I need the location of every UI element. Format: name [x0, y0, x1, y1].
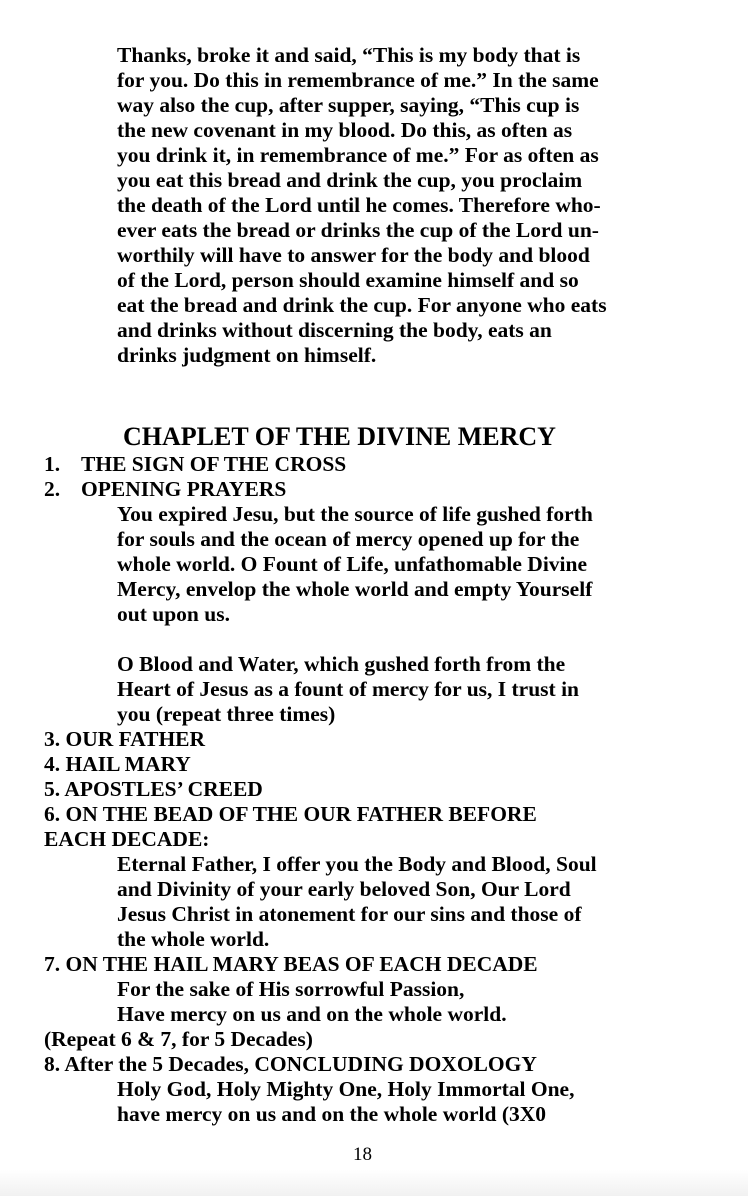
list-item-5: 5. APOSTLES’ CREED	[44, 777, 263, 801]
list-item-4: 4. HAIL MARY	[44, 752, 191, 776]
list-item-6: 6. ON THE BEAD OF THE OUR FATHER BEFORE	[44, 802, 537, 826]
section-title: CHAPLET OF THE DIVINE MERCY	[123, 422, 556, 451]
intro-line: and drinks without discerning the body, eats an	[117, 318, 552, 342]
intro-line: the death of the Lord until he comes. Therefore who-	[117, 193, 601, 217]
intro-line: the new covenant in my blood. Do this, as often as	[117, 118, 573, 142]
list-number: 1.	[44, 452, 61, 476]
intro-line: drinks judgment on himself.	[117, 343, 377, 367]
prayer-line: for souls and the ocean of mercy opened up for the	[117, 527, 580, 551]
prayer-line: Holy God, Holy Mighty One, Holy Immortal One,	[117, 1077, 575, 1101]
prayer-line: You expired Jesu, but the source of life gushed forth	[117, 502, 593, 526]
intro-line: Thanks, broke it and said, “This is my body that is	[117, 43, 581, 67]
list-item-2	[44, 477, 286, 502]
prayer-line: Eternal Father, I offer you the Body and Blood, Soul	[117, 852, 597, 876]
intro-line: eat the bread and drink the cup. For anyone who eats	[117, 293, 607, 317]
list-label: THE SIGN OF THE CROSS	[81, 452, 347, 476]
list-item-6-cont: EACH DECADE:	[44, 827, 210, 851]
prayer-line: you (repeat three times)	[117, 702, 336, 726]
prayer-line: Jesus Christ in atonement for our sins and those of	[117, 902, 582, 926]
intro-line: you drink it, in remembrance of me.” For as often as	[117, 143, 599, 167]
list-number: 2.	[44, 477, 61, 501]
prayer-line: out upon us.	[117, 602, 230, 626]
prayer-line: the whole world.	[117, 927, 270, 951]
list-item-3: 3. OUR FATHER	[44, 727, 206, 751]
prayer-line: Have mercy on us and on the whole world.	[117, 1002, 507, 1026]
intro-line: worthily will have to answer for the body and blood	[117, 243, 590, 267]
list-item-1	[44, 452, 346, 477]
intro-line: of the Lord, person should examine himself and so	[117, 268, 579, 292]
list-label: OPENING PRAYERS	[81, 477, 287, 501]
list-item-8: 8. After the 5 Decades, CONCLUDING DOXOLOGY	[44, 1052, 537, 1076]
intro-line: way also the cup, after supper, saying, “This cup is	[117, 93, 580, 117]
prayer-line: O Blood and Water, which gushed forth from the	[117, 652, 566, 676]
intro-line: for you. Do this in remembrance of me.” In the same	[117, 68, 599, 92]
list-item-7: 7. ON THE HAIL MARY BEAS OF EACH DECADE	[44, 952, 538, 976]
prayer-line: For the sake of His sorrowful Passion,	[117, 977, 465, 1001]
repeat-note: (Repeat 6 & 7, for 5 Decades)	[44, 1027, 313, 1051]
page-number: 18	[353, 1144, 372, 1165]
prayer-line: and Divinity of your early beloved Son, Our Lord	[117, 877, 571, 901]
prayer-line: Heart of Jesus as a fount of mercy for us, I trust in	[117, 677, 580, 701]
intro-line: ever eats the bread or drinks the cup of the Lord un-	[117, 218, 599, 242]
prayer-line: have mercy on us and on the whole world (3X0	[117, 1102, 547, 1126]
intro-line: you eat this bread and drink the cup, you proclaim	[117, 168, 583, 192]
prayer-line: whole world. O Fount of Life, unfathomable Divine	[117, 552, 588, 576]
prayer-line: Mercy, envelop the whole world and empty Yourself	[117, 577, 593, 601]
